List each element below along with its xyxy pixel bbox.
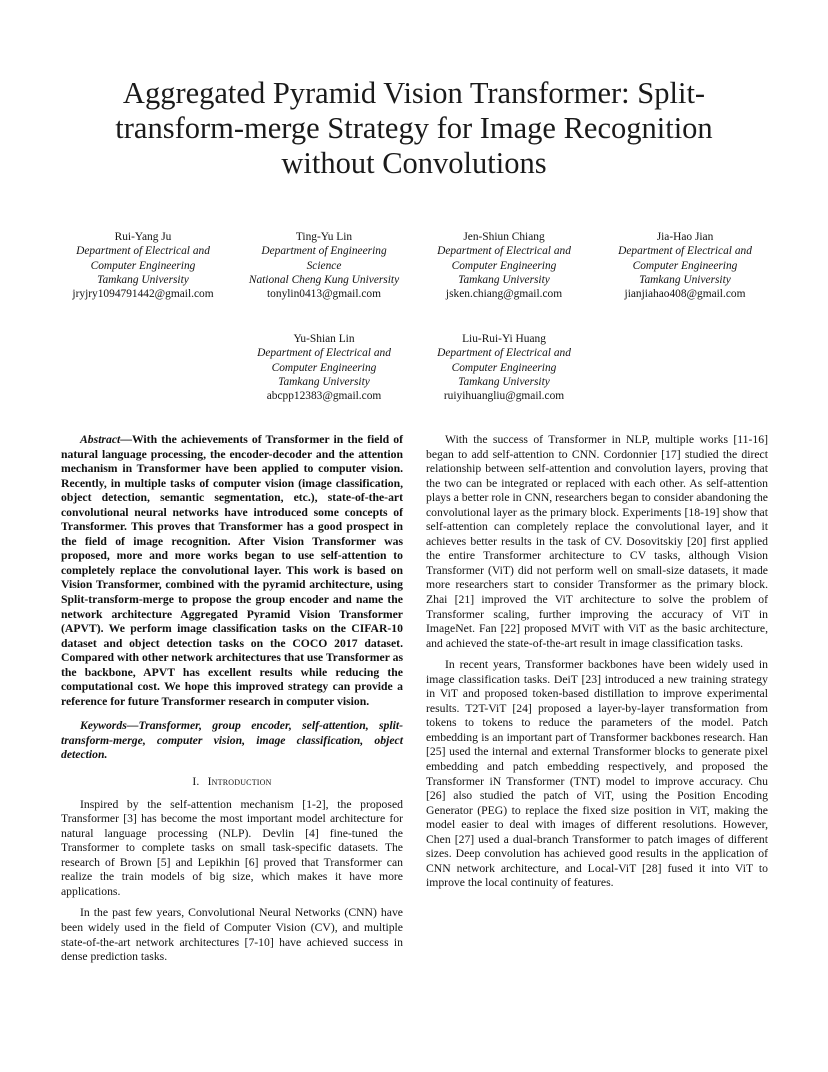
author-email: jsken.chiang@gmail.com [445, 288, 563, 301]
author-affiliation: Department of Electrical and [257, 347, 391, 360]
author-affiliation: Department of Electrical and [76, 245, 210, 258]
author-block [590, 230, 780, 301]
abstract-text: With the achievements of Transformer in the field of natural language processing, the encoder-decoder and the attention mechanism in Transformer have been applied to computer vision. Recently, in multiple tasks of computer vision (image classification, object detection, semantic segmentation, etc.), state-of-the-art convolutional neural networks have introduced some concepts of Transformer. This proves that Transformer has a good prospect in the field of image recognition. After Vision Transformer was proposed, more and more works began to use self-attention to completely replace the convolutional layer. This work is based on Vision Transformer, combined with the pyramid architecture, using Split-transform-merge to propose the group encoder and name the network architecture Aggregated Pyramid Vision Transformer (APVT). We perform image classification tasks on the CIFAR-10 dataset and object detection tasks on the COCO 2017 dataset. Compared with other network architectures that use Transformer as the backbone, APVT has excellent results while reducing the computational cost. We hope this improved strategy can provide a reference for future Transformer research in computer vision. [61, 433, 403, 708]
author-affiliation: Department of Electrical and [437, 347, 571, 360]
author-affiliation: Science [306, 259, 342, 272]
author-email: abcpp12383@gmail.com [266, 390, 382, 403]
section-title: Introduction [207, 775, 272, 789]
abstract-label: Abstract [80, 433, 121, 446]
author-affiliation: Tamkang University [458, 375, 550, 388]
author-block [229, 332, 419, 403]
author-affiliation: National Cheng Kung University [248, 273, 400, 286]
left-column [61, 433, 403, 965]
author-block [229, 230, 419, 301]
keywords-label: Keywords [80, 719, 127, 733]
author-name: Yu-Shian Lin [293, 333, 355, 345]
author-block [48, 230, 238, 301]
author-name: Liu-Rui-Yi Huang [462, 333, 546, 345]
author-name: Jen-Shiun Chiang [463, 231, 545, 243]
author-block [409, 230, 599, 301]
author-affiliation: Tamkang University [458, 273, 550, 286]
author-affiliation: Department of Engineering [261, 245, 387, 258]
author-affiliation: Computer Engineering [271, 361, 377, 374]
author-email: tonylin0413@gmail.com [267, 288, 381, 301]
section-number: I. [192, 775, 200, 789]
paper-title: Aggregated Pyramid Vision Transformer: Split-transform-merge Strategy for Image Recognition without Convolutions [115, 76, 713, 180]
author-affiliation: Computer Engineering [632, 259, 738, 272]
author-affiliation: Computer Engineering [90, 259, 196, 272]
author-affiliation: Department of Electrical and [437, 245, 571, 258]
section-heading [61, 775, 403, 790]
right-column [426, 433, 768, 891]
abstract-dash: — [120, 433, 132, 446]
author-name: Ting-Yu Lin [295, 231, 353, 243]
keywords-dash: — [126, 719, 139, 733]
author-email: jianjiahao408@gmail.com [624, 288, 746, 301]
author-affiliation: Department of Electrical and [618, 245, 752, 258]
author-affiliation: Tamkang University [97, 273, 189, 286]
keywords-text: Transformer, group encoder, self-attention, split-transform-merge, computer vision, image classification, object detection. [61, 719, 403, 762]
author-name: Rui-Yang Ju [114, 231, 172, 243]
body-paragraph: Inspired by the self-attention mechanism [1-2], the proposed Transformer [3] has become the most important model architecture for natural language processing (NLP). Devlin [4] fine-tuned the Transformer to complete tasks on small task-specific datasets. The research of Brown [5] and Lepikhin [6] proved that Transformer can realize the train models of big size, which makes it have more applications. [61, 797, 403, 898]
author-block [409, 332, 599, 403]
author-affiliation: Computer Engineering [451, 259, 557, 272]
body-paragraph: In the past few years, Convolutional Neural Networks (CNN) have been widely used in the field of Computer Vision (CV), and multiple state-of-the-art network architectures [7-10] have achieved success in dense prediction tasks. [61, 906, 403, 964]
author-email: jryjry1094791442@gmail.com [72, 288, 214, 301]
body-paragraph: In recent years, Transformer backbones have been widely used in image classification tasks. DeiT [23] introduced a new training strategy in ViT and proposed token-based distillation to improve experimental results. T2T-ViT [24] proposed a layer-by-layer transformation from tokens to tokens to reduce the parameters of the model. Patch embedding is an important part of Transformer backbones research. Han [25] used the internal and external Transformer blocks to generate pixel embedding and patch embedding respectively, and proposed the Transformer iN Transformer (TNT) model to improve accuracy. Chu [26] also studied the patch of ViT, using the Position Encoding Generator (PEG) to replace the fixed size position in ViT, making the model easier to deal with images of different resolutions. However, Chen [27] used a dual-branch Transformer to patch images of different sizes. Deep convolution has achieved good results in the application of CNN network architecture, and Local-ViT [28] fused it into ViT to improve the local continuity of features. [426, 658, 768, 890]
body-paragraph: With the success of Transformer in NLP, multiple works [11-16] began to add self-attention to CNN. Cordonnier [17] studied the direct relationship between self-attention and convolution layers, proving that the two can be integrated or replaced with each other. As self-attention plays a better role in CNN, researchers began to consider abandoning the convolutional layer as the primary block. Experiments [18-19] show that self-attention can completely replace the convolutional layer, and it achieves better results in the task of CV. Dosovitskiy [20] first applied the entire Transformer architecture to CV tasks, although Vision Transformer (ViT) did not perform well on small-size datasets, it made more researchers start to consider Transformer as the primary block. Zhai [21] improved the ViT architecture to solve the problem of Transformer scaling, further improving the accuracy of ViT in ImageNet. Fan [22] proposed MViT with ViT as the basic architecture, and achieved the state-of-the-art result in image classification tasks. [426, 433, 768, 650]
author-affiliation: Computer Engineering [451, 361, 557, 374]
author-name: Jia-Hao Jian [656, 231, 714, 243]
abstract [61, 433, 403, 709]
author-affiliation: Tamkang University [639, 273, 731, 286]
author-email: ruiyihuangliu@gmail.com [443, 390, 565, 403]
author-affiliation: Tamkang University [278, 375, 370, 388]
keywords [61, 719, 403, 763]
